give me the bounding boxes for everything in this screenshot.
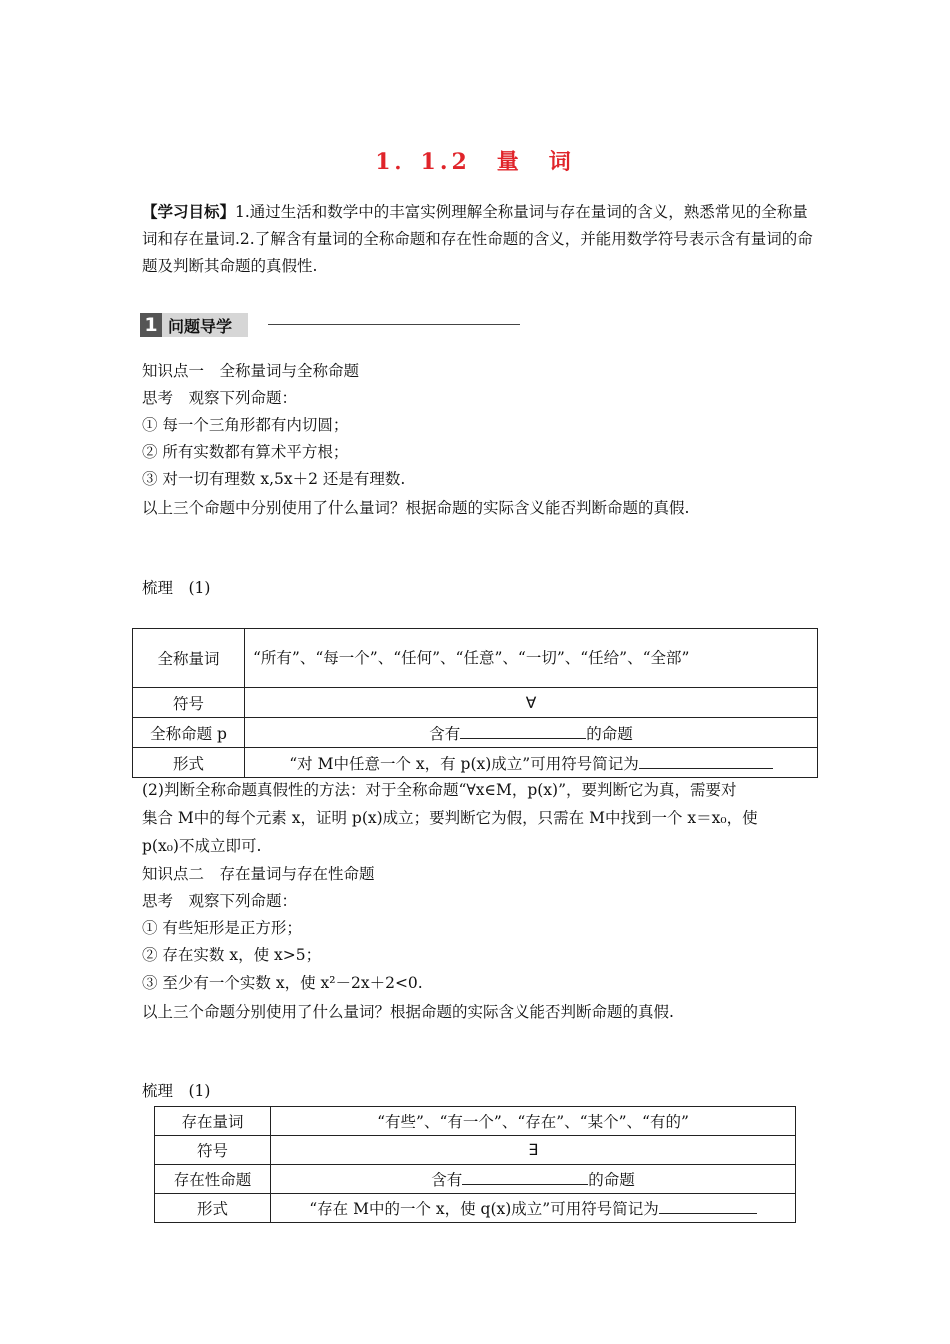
kp1-table — [132, 628, 818, 778]
kp1-row3-value — [245, 718, 818, 748]
kp1-row4-text: “对 M中任意一个 x，有 p(x)成立”可用符号简记为 — [289, 754, 639, 773]
kp1-row3-prefix: 含有 — [429, 724, 461, 743]
kp2-row3-prefix: 含有 — [431, 1171, 463, 1189]
kp2-heading: 知识点二 存在量词与存在性命题 — [142, 865, 375, 883]
kp2-row4-blank[interactable] — [659, 1199, 757, 1214]
kp2-think: 思考 观察下列命题： — [142, 892, 298, 910]
kp1-row3-suffix: 的命题 — [586, 724, 633, 743]
kp1-row4-value — [245, 748, 818, 778]
kp1-question: 以上三个命题中分别使用了什么量词？根据命题的实际含义能否判断命题的真假. — [142, 499, 690, 517]
section-label: 问题导学 — [162, 313, 248, 337]
kp2-row4-text: “存在 M中的一个 x，使 q(x)成立”可用符号简记为 — [309, 1200, 659, 1218]
kp1-heading: 知识点一 全称量词与全称命题 — [142, 362, 360, 380]
page-title: 1．1.2 量 词 — [375, 149, 575, 175]
kp1-row4-label: 形式 — [133, 748, 245, 778]
kp1-row3-blank[interactable] — [460, 724, 586, 739]
section-divider — [268, 324, 520, 325]
forall-symbol: ∀ — [245, 688, 818, 718]
kp1-item: ① 每一个三角形都有内切圆； — [142, 416, 349, 434]
kp2-question: 以上三个命题分别使用了什么量词？根据命题的实际含义能否判断命题的真假. — [142, 1003, 674, 1021]
kp1-item: ② 所有实数都有算术平方根； — [142, 443, 349, 461]
kp2-row2-label: 符号 — [155, 1136, 271, 1165]
kp1-row2-label: 符号 — [133, 688, 245, 718]
kp2-row3-suffix: 的命题 — [588, 1171, 635, 1189]
objective-tag: 【学习目标】 — [142, 202, 236, 221]
kp1-row1-value: “所有”、“每一个”、“任何”、“任意”、“一切”、“任给”、“全部” — [245, 629, 818, 688]
kp2-row3-value — [271, 1165, 796, 1194]
kp1-summary: 梳理 (1) — [142, 579, 211, 597]
kp1-item: ③ 对一切有理数 x,5x＋2 还是有理数. — [142, 470, 406, 488]
kp1-method-line: p(x₀)不成立即可. — [142, 837, 262, 855]
section-header — [140, 313, 248, 337]
kp2-table — [154, 1106, 796, 1223]
kp2-item: ② 存在实数 x，使 x>5； — [142, 946, 322, 964]
kp2-summary: 梳理 (1) — [142, 1082, 211, 1100]
kp2-row1-label: 存在量词 — [155, 1107, 271, 1136]
kp1-row4-blank[interactable] — [639, 754, 773, 769]
kp1-row3-label: 全称命题 p — [133, 718, 245, 748]
kp2-row3-blank[interactable] — [462, 1170, 588, 1185]
kp1-method-line: 集合 M中的每个元素 x，证明 p(x)成立；要判断它为假，只需在 M中找到一个 x＝x₀，使 — [142, 809, 758, 827]
section-number: 1 — [140, 313, 162, 337]
kp2-row4-value — [271, 1194, 796, 1223]
kp2-item: ③ 至少有一个实数 x，使 x²－2x＋2<0. — [142, 974, 423, 992]
kp2-row3-label: 存在性命题 — [155, 1165, 271, 1194]
kp2-row1-value: “有些”、“有一个”、“存在”、“某个”、“有的” — [271, 1107, 796, 1136]
kp1-method-line: (2)判断全称命题真假性的方法：对于全称命题“∀x∈M，p(x)”，要判断它为真，需要对 — [142, 781, 737, 799]
kp1-row1-label: 全称量词 — [133, 629, 245, 688]
kp2-row4-label: 形式 — [155, 1194, 271, 1223]
kp2-item: ① 有些矩形是正方形； — [142, 919, 302, 937]
objective-text: 1.通过生活和数学中的丰富实例理解全称量词与存在量词的含义，熟悉常见的全称量词和存在量词.2.了解含有量词的全称命题和存在性命题的含义，并能用数学符号表示含有量词的命题及判断其命题的真假性. — [142, 203, 813, 275]
learning-objective — [142, 198, 814, 280]
exists-symbol: ∃ — [271, 1136, 796, 1165]
kp1-think: 思考 观察下列命题： — [142, 389, 298, 407]
